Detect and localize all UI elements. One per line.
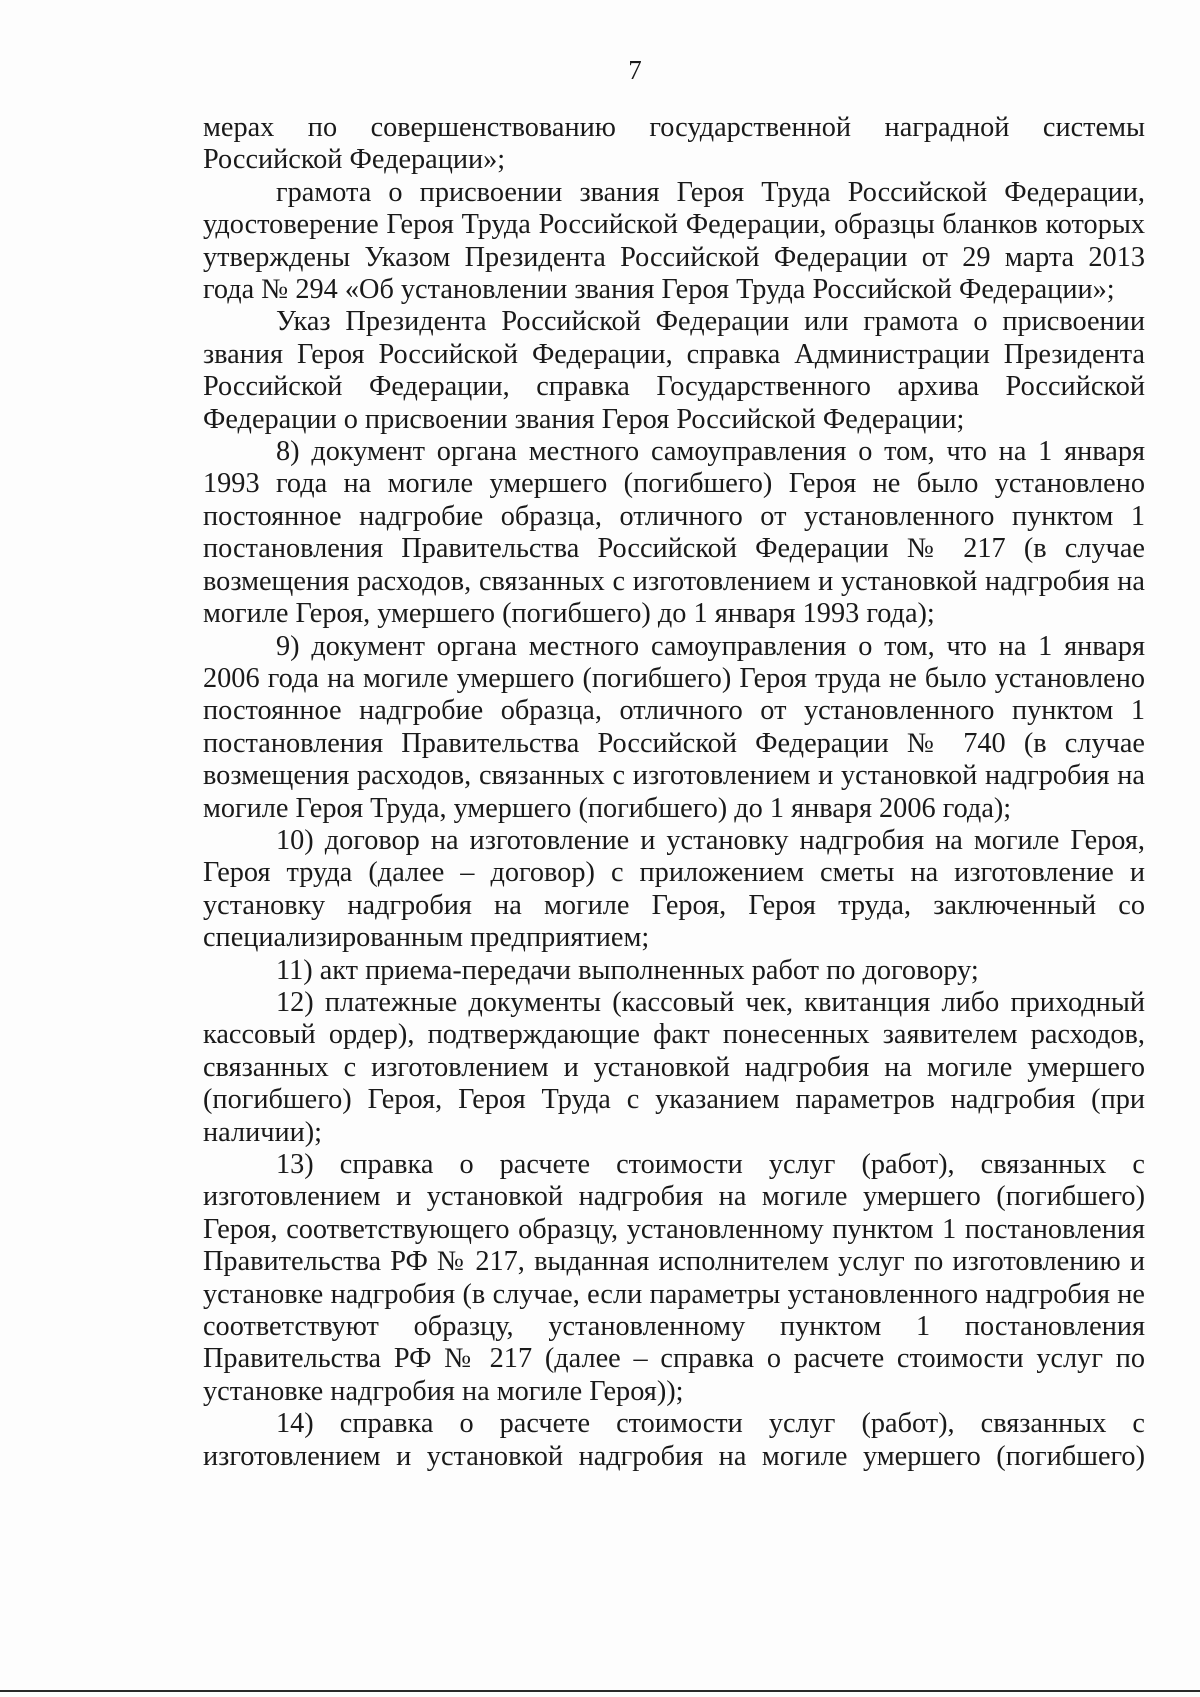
document-body [203, 112, 1145, 1473]
list-item-13: 13) справка о расчете стоимости услуг (работ), связанных с изготовлением и установкой надгробия на могиле умершего (погибшего) Героя, соответствующего образцу, установленному пунктом 1 постановления Правительства РФ № 217, выданная исполнителем услуг по изготовлению и установке надгробия (в случае, если параметры установленного надгробия не соответствуют образцу, установленному пунктом 1 постановления Правительства РФ № 217 (далее – справка о расчете стоимости услуг по установке надгробия на могиле Героя)); [203, 1149, 1145, 1407]
list-item-8: 8) документ органа местного самоуправления о том, что на 1 января 1993 года на могиле умершего (погибшего) Героя не было установлено постоянное надгробие образца, отличного от установленного пунктом 1 постановления Правительства Российской Федерации № 217 (в случае возмещения расходов, связанных с изготовлением и установкой надгробия на могиле Героя, умершего (погибшего) до 1 января 1993 года); [203, 436, 1145, 630]
list-item-14: 14) справка о расчете стоимости услуг (работ), связанных с изготовлением и установкой надгробия на могиле умершего (погибшего) [203, 1408, 1145, 1472]
list-item-11: 11) акт приема-передачи выполненных работ по договору; [276, 954, 979, 986]
paragraph-hero-of-labor-certificate: грамота о присвоении звания Героя Труда Российской Федерации, удостоверение Героя Труда Российской Федерации, образцы бланков которых утверждены Указом Президента Российской Федерации от 29 марта 2013 года № 294 «Об установлении звания Героя Труда Российской Федерации»; [203, 176, 1145, 306]
page-bottom-edge [0, 1690, 1200, 1692]
list-item-9: 9) документ органа местного самоуправления о том, что на 1 января 2006 года на могиле умершего (погибшего) Героя труда не было установлено постоянное надгробие образца, отличного от установленного пунктом 1 постановления Правительства Российской Федерации № 740 (в случае возмещения расходов, связанных с изготовлением и установкой надгробия на могиле Героя Труда, умершего (погибшего) до 1 января 2006 года); [203, 630, 1145, 824]
list-item-12: 12) платежные документы (кассовый чек, квитанция либо приходный кассовый ордер), подтверждающие факт понесенных заявителем расходов, связанных с изготовлением и установкой надгробия на могиле умершего (погибшего) Героя, Героя Труда с указанием параметров надгробия (при наличии); [203, 986, 1145, 1148]
paragraph-continuation: мерах по совершенствованию государственной наградной системы Российской Федерации»; [203, 112, 1145, 176]
page-number: 7 [628, 55, 642, 85]
paragraph-hero-of-russia-documents: Указ Президента Российской Федерации или грамота о присвоении звания Героя Российской Федерации, справка Администрации Президента Российской Федерации, справка Государственного архива Российской Федерации о присвоении звания Героя Российской Федерации; [203, 306, 1145, 435]
list-item-10: 10) договор на изготовление и установку надгробия на могиле Героя, Героя труда (далее – договор) с приложением сметы на изготовление и установку надгробия на могиле Героя, Героя труда, заключенный со специализированным предприятием; [203, 824, 1145, 954]
